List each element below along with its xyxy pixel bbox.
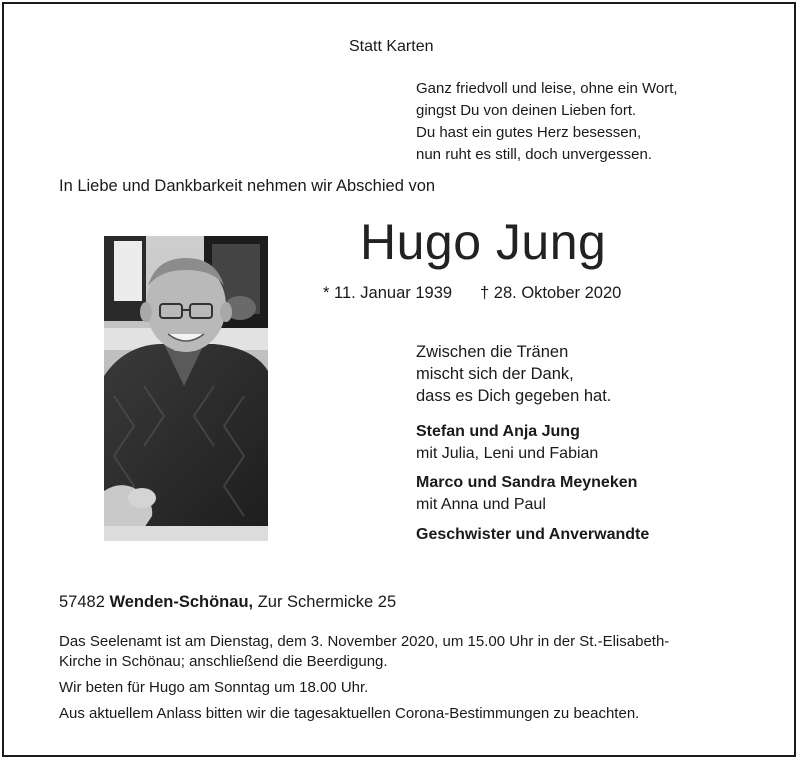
poem-bottom-line: dass es Dich gegeben hat.: [416, 387, 612, 405]
address-zip: 57482: [59, 593, 105, 611]
note-line: Aus aktuellem Anlass bitten wir die tagesaktuellen Corona-Bestimmungen zu beachten.: [59, 705, 640, 722]
portrait-photo: [104, 236, 268, 541]
address-town: Wenden-Schönau,: [109, 593, 254, 611]
header-statt-karten: Statt Karten: [349, 38, 434, 55]
poem-bottom-line: Zwischen die Tränen: [416, 343, 569, 361]
poem-bottom-line: mischt sich der Dank,: [416, 365, 574, 383]
poem-bottom: [416, 341, 611, 407]
family-list: [416, 421, 649, 546]
poem-top-line: Du hast ein gutes Herz besessen,: [416, 124, 642, 141]
family-group1-children: mit Julia, Leni und Fabian: [416, 445, 599, 462]
death-date: † 28. Oktober 2020: [480, 284, 622, 302]
note-line: Kirche in Schönau; anschließend die Beerdigung.: [59, 653, 388, 670]
note-line: Das Seelenamt ist am Dienstag, dem 3. November 2020, um 15.00 Uhr in der St.-Elisabeth-: [59, 633, 670, 650]
birth-date: * 11. Januar 1939: [323, 284, 453, 302]
family-group2-children: mit Anna und Paul: [416, 496, 546, 513]
family-group3-name: Geschwister und Anverwandte: [416, 526, 650, 543]
address-street: Zur Schermicke 25: [257, 593, 397, 611]
family-group2-name: Marco und Sandra Meyneken: [416, 474, 638, 491]
life-dates: [323, 284, 621, 303]
poem-top-line: gingst Du von deinen Lieben fort.: [416, 102, 637, 119]
note-line: Wir beten für Hugo am Sonntag um 18.00 Uhr.: [59, 679, 369, 696]
intro-text: In Liebe und Dankbarkeit nehmen wir Abschied von: [59, 177, 436, 195]
service-notes: [59, 632, 749, 724]
poem-top-line: Ganz friedvoll und leise, ohne ein Wort,: [416, 80, 678, 97]
address-line: [59, 593, 396, 612]
deceased-name: Hugo Jung: [360, 214, 607, 270]
poem-top-line: nun ruht es still, doch unvergessen.: [416, 146, 652, 163]
poem-top: [416, 78, 678, 166]
family-group1-name: Stefan und Anja Jung: [416, 423, 580, 440]
